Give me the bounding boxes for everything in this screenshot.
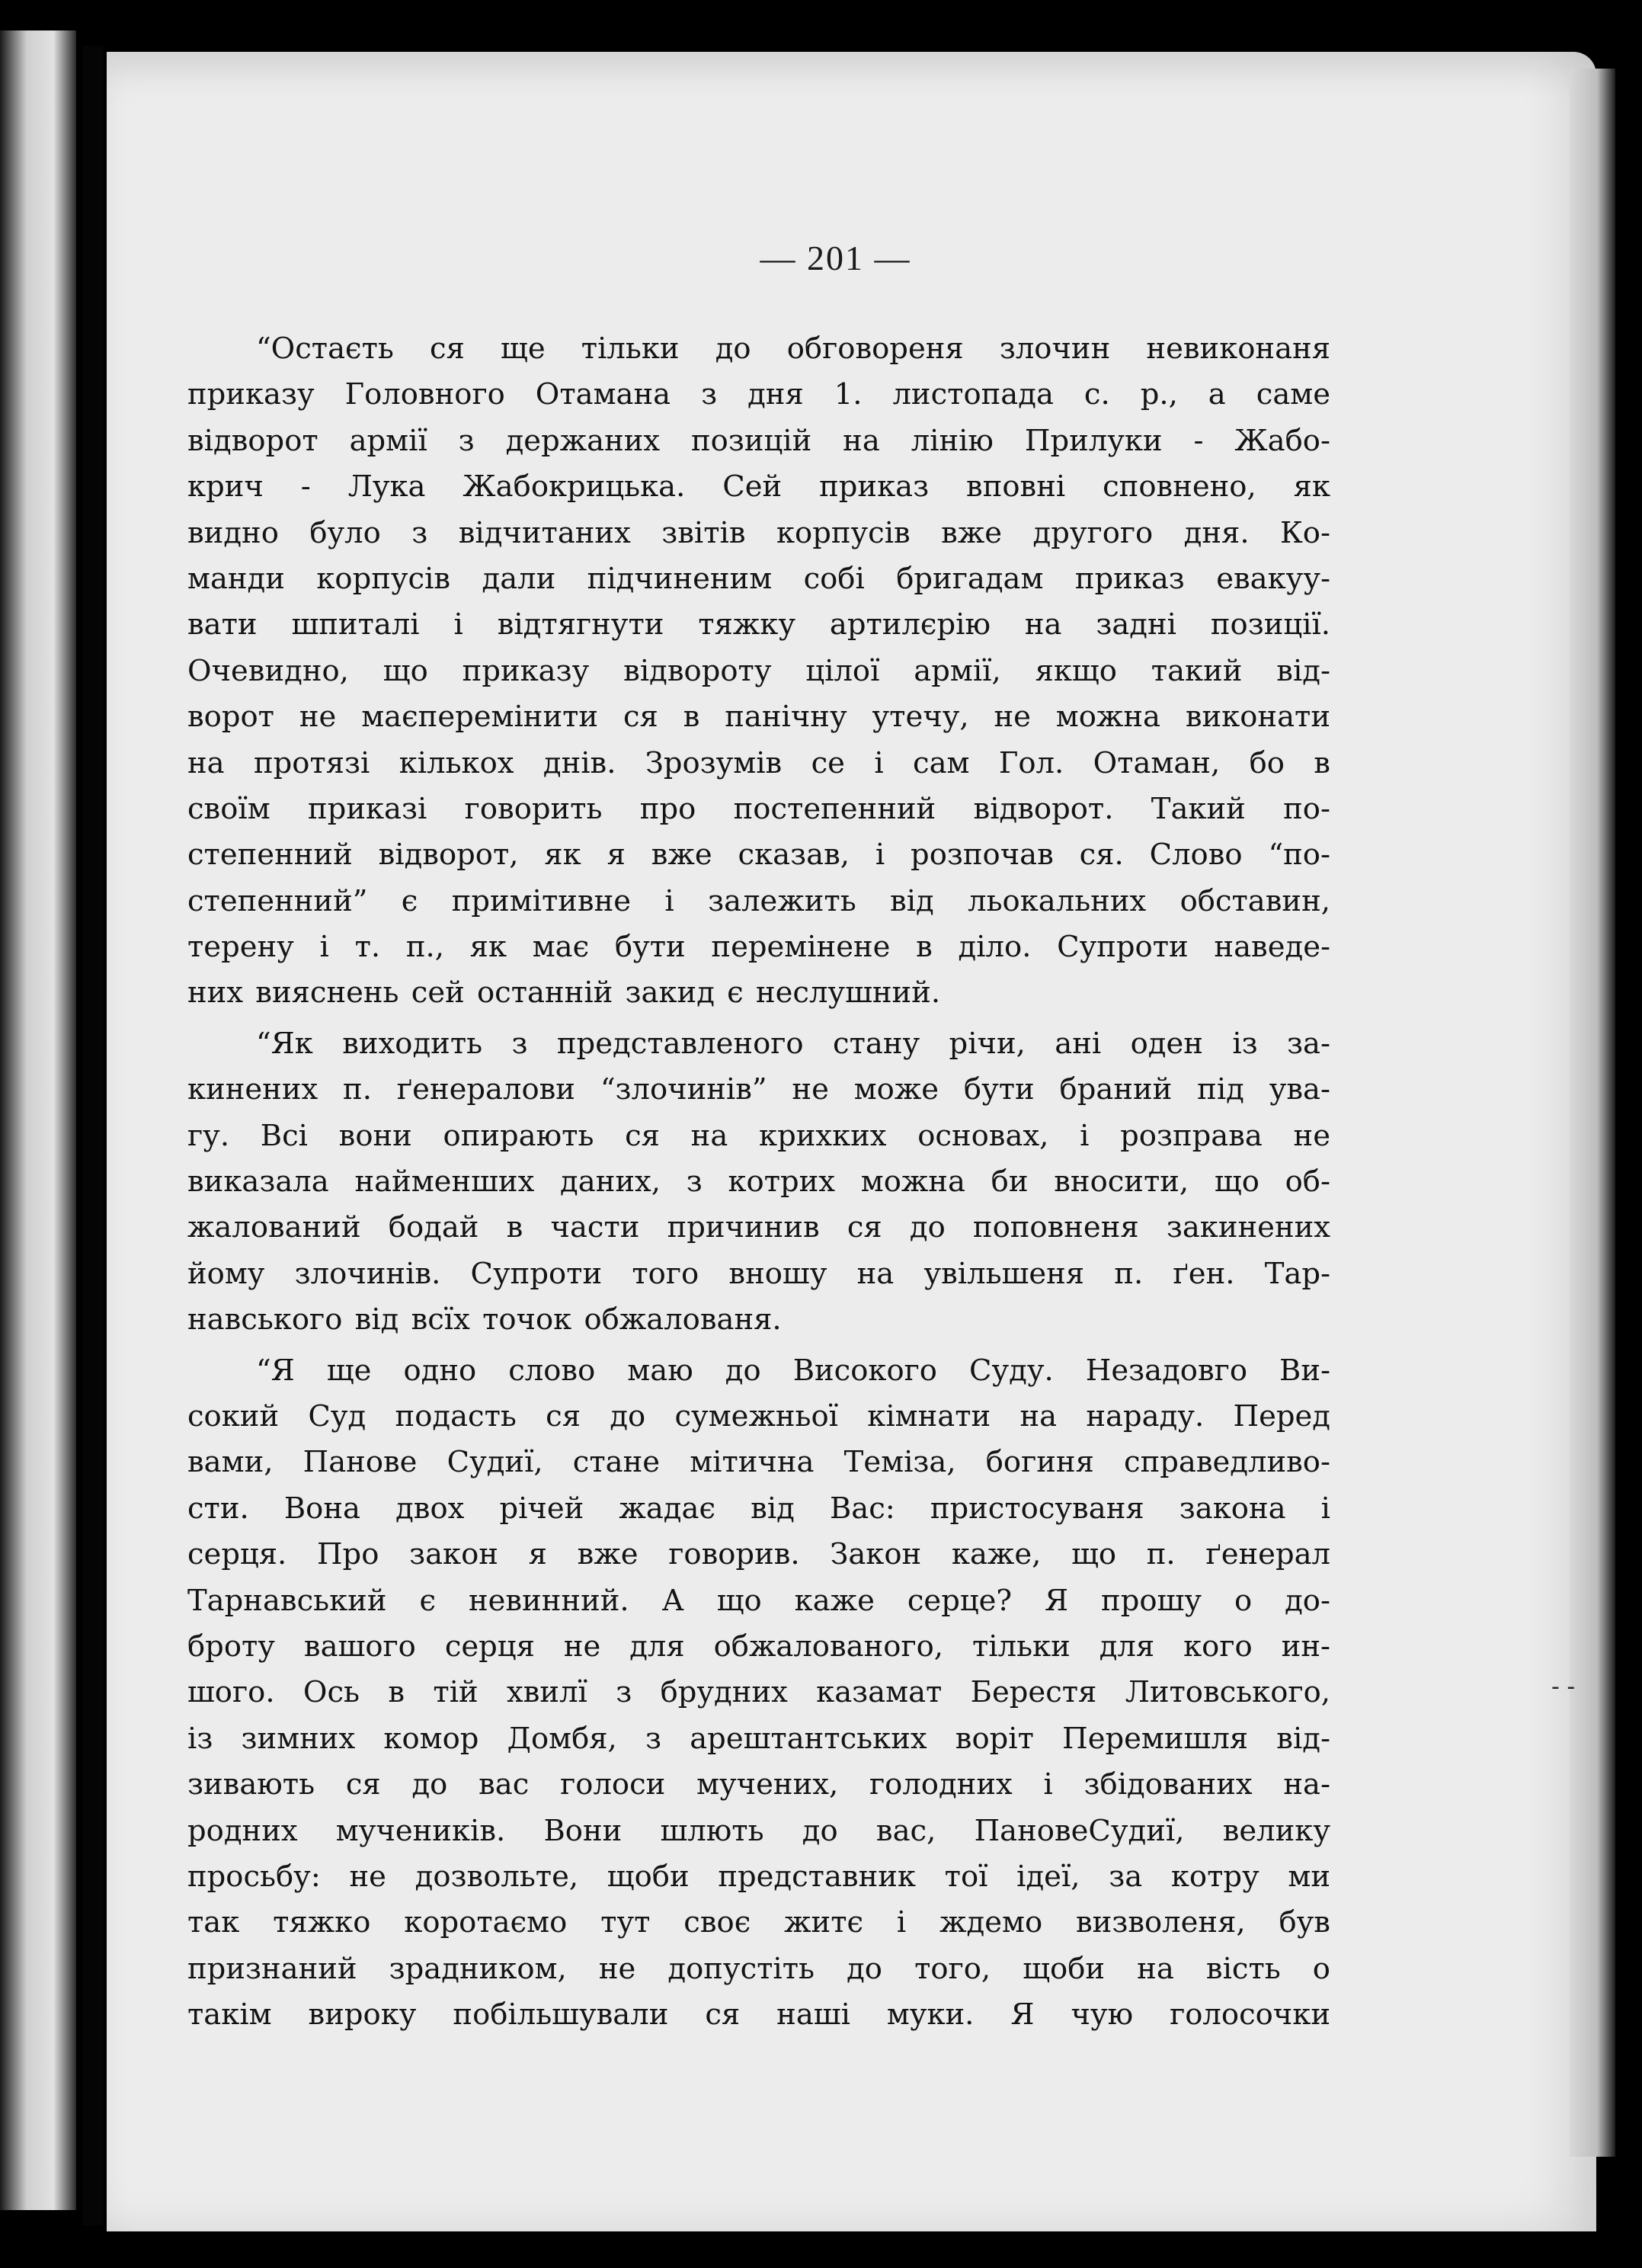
text-line: відворот армії з держаних позицій на лінію Прилуки - Жабо- bbox=[187, 423, 1330, 458]
text-line: Очевидно, що приказу відвороту цілої армії, якщо такий від- bbox=[187, 653, 1330, 688]
text-line: терену і т. п., як має бути перемінене в діло. Супроти наведе- bbox=[187, 930, 1330, 965]
text-line: Тарнавський є невинний. А що каже серце? Я прошу о до- bbox=[187, 1583, 1330, 1618]
text-line: зивають ся до вас голоси мучених, голодних і збідованих на- bbox=[187, 1767, 1330, 1802]
text-line: на протязі кількох днів. Зрозумів се і сам Гол. Отаман, бо в bbox=[187, 745, 1330, 780]
text-line: своїм приказі говорить про постепенний відворот. Такий по- bbox=[187, 791, 1330, 826]
text-line: вами, Панове Судиї, стане мітична Теміза, богиня справедливо- bbox=[187, 1445, 1330, 1480]
text-line: “Я ще одно слово маю до Високого Суду. Незадовго Ви- bbox=[256, 1353, 1330, 1388]
text-line: сокий Суд подасть ся до сумежньої кімнати на нараду. Перед bbox=[187, 1398, 1330, 1434]
body-text bbox=[187, 326, 1330, 2038]
text-line: вати шпиталі і відтягнути тяжку артилєрію на задні позиції. bbox=[187, 607, 1330, 642]
text-line: жалований бодай в части причинив ся до поповненя закинених bbox=[187, 1210, 1330, 1245]
text-line: сти. Вона двох річей жадає від Вас: пристосуваня закона і bbox=[187, 1491, 1330, 1526]
text-line: шого. Ось в тій хвилї з брудних казамат Берестя Литовського, bbox=[187, 1675, 1330, 1710]
text-line: “Остаєть ся ще тільки до обговореня злочин невиконаня bbox=[256, 332, 1330, 366]
text-line: просьбу: не дозвольте, щоби представник тої ідеї, за котру ми bbox=[187, 1859, 1330, 1894]
page-right-edge bbox=[1570, 69, 1615, 2157]
text-line: навського від всїх точок обжалованя. bbox=[187, 1302, 782, 1337]
text-line: манди корпусів дали підчиненим собі бригадам приказ евакуу- bbox=[187, 561, 1330, 596]
text-line: виказала найменших даних, з котрих можна би вносити, що об- bbox=[187, 1164, 1330, 1200]
text-line: приказу Головного Отамана з дня 1. листопада с. р., а саме bbox=[187, 377, 1330, 412]
page-number: — 201 — bbox=[760, 239, 911, 277]
text-line: “Як виходить з представленого стану річи, ані оден із за- bbox=[256, 1026, 1330, 1061]
text-line: гу. Всі вони опирають ся на крихких основах, і розправа не bbox=[187, 1118, 1330, 1153]
text-line: броту вашого серця не для обжалованого, тільки для кого ин- bbox=[187, 1629, 1330, 1664]
text-line: родних мучеників. Вони шлють до вас, ПановеСудиї, велику bbox=[187, 1813, 1330, 1848]
text-line: ворот не маєперемінити ся в панічну утечу, не можна виконати bbox=[187, 700, 1330, 735]
text-line: так тяжко коротаємо тут своє житє і ждемо визволеня, був bbox=[187, 1905, 1330, 1940]
text-line: кинених п. ґенералови “злочинів” не може бути браний під ува- bbox=[187, 1072, 1330, 1107]
book-gutter bbox=[82, 46, 104, 2225]
text-line: степенний відворот, як я вже сказав, і розпочав ся. Слово “по- bbox=[187, 838, 1330, 873]
text-line: йому злочинів. Супроти того вношу на увільшеня п. ґен. Тар- bbox=[187, 1256, 1330, 1291]
text-line: крич - Лука Жабокрицька. Сей приказ вповні сповнено, як bbox=[187, 469, 1330, 505]
text-line: серця. Про закон я вже говорив. Закон каже, що п. ґенерал bbox=[187, 1537, 1330, 1572]
text-line: степенний” є примітивне і залежить від льокальних обставин, bbox=[187, 883, 1330, 918]
text-line: них вияснень сей останній закид є неслушний. bbox=[187, 975, 941, 1011]
left-page-edge bbox=[0, 30, 76, 2210]
text-line: признаний зрадником, не допустіть до того, щоби на вість о bbox=[187, 1951, 1330, 1986]
text-line: такім вироку побільшували ся наші муки. Я чую голосочки bbox=[187, 1997, 1330, 2033]
text-line: із зимних комор Домбя, з арештантських воріт Перемишля від- bbox=[187, 1721, 1330, 1756]
margin-mark: - - bbox=[1551, 1674, 1576, 1700]
text-line: видно було з відчитаних звітів корпусів вже другого дня. Ко- bbox=[187, 515, 1330, 550]
